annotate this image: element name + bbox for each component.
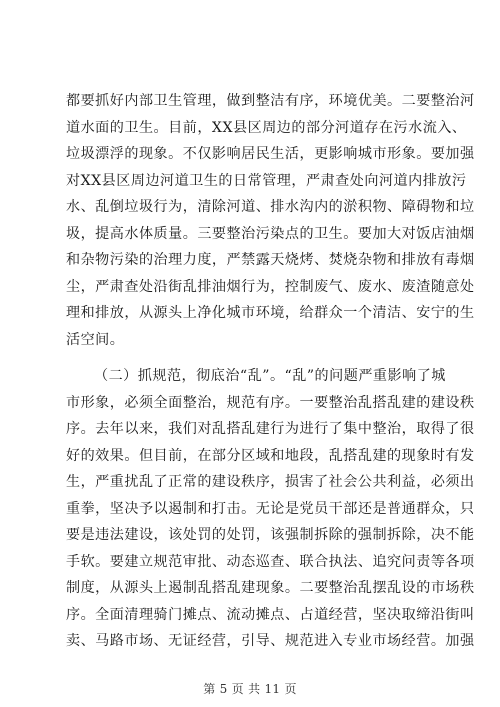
text-line: 理和排放，从源头上净化城市环境，给群众一个清洁、安宁的生 <box>66 305 475 321</box>
text-line: 和杂物污染的治理力度，严禁露天烧烤、焚烧杂物和排放有毒烟 <box>66 252 475 268</box>
body-text <box>66 88 475 655</box>
text-line: 序。去年以来，我们对乱搭乱建行为进行了集中整治，取得了很 <box>66 421 475 437</box>
text-line: 好的效果。但目前，在部分区域和地段，乱搭乱建的现象时有发 <box>66 447 475 464</box>
text-line: 市形象，必须全面整治，规范有序。一要整治乱搭乱建的建设秩 <box>66 394 475 411</box>
text-line: 序。全面清理骑门摊点、流动摊点、占道经营，坚决取缔沿街叫 <box>66 606 475 623</box>
text-line: 水、乱倒垃圾行为，清除河道、排水沟内的淤积物、障碍物和垃 <box>66 199 475 215</box>
text-line: （二）抓规范，彻底治“乱”。“乱”的问题严重影响了城 <box>94 368 446 384</box>
text-line: 对XX县区周边河道卫生的日常管理，严肃查处向河道内排放污 <box>66 172 467 189</box>
text-line: 活空间。 <box>66 331 125 348</box>
text-line: 道水面的卫生。目前，XX县区周边的部分河道存在污水流入、 <box>66 119 467 136</box>
text-line: 垃圾漂浮的现象。不仅影响居民生活，更影响城市形象。要加强 <box>66 146 475 162</box>
paragraph-2 <box>66 363 475 655</box>
text-line: 制度，从源头上遏制乱搭乱建现象。二要整治乱摆乱设的市场秩 <box>66 580 475 596</box>
text-line: 手软。要建立规范审批、动态巡查、联合执法、追究问责等各项 <box>66 553 475 570</box>
text-line: 要是违法建设，该处罚的处罚，该强制拆除的强制拆除，决不能 <box>66 527 475 543</box>
text-line: 重拳，坚决予以遏制和打击。无论是党员干部还是普通群众，只 <box>66 500 475 517</box>
page-number-footer: 第 5 页 共 11 页 <box>203 682 297 696</box>
text-line: 尘，严肃查处沿街乱排油烟行为，控制废气、废水、废渣随意处 <box>66 278 475 295</box>
text-line: 生，严重扰乱了正常的建设秩序，损害了社会公共利益，必须出 <box>66 474 475 490</box>
paragraph-1 <box>66 88 475 353</box>
paragraph-gap <box>66 353 434 363</box>
text-line: 圾，提高水体质量。三要整治污染点的卫生。要加大对饭店油烟 <box>66 225 475 242</box>
text-line: 卖、马路市场、无证经营，引导、规范进入专业市场经营。加强 <box>66 633 475 649</box>
text-line: 都要抓好内部卫生管理，做到整洁有序，环境优美。二要整治河 <box>66 93 475 109</box>
